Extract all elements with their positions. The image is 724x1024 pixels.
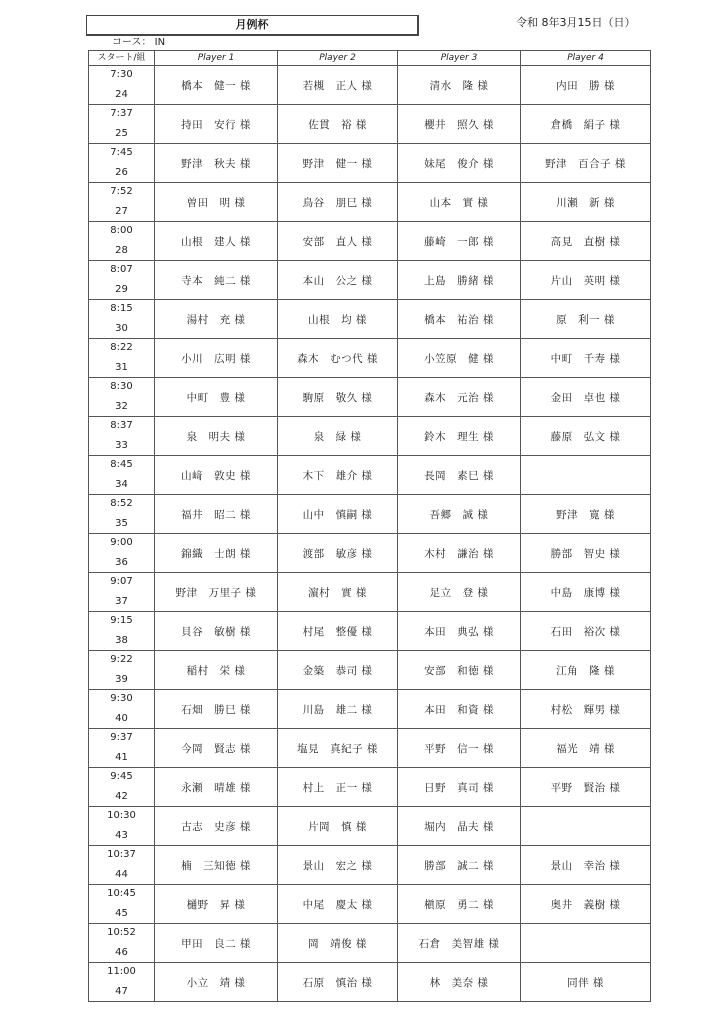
group-number: 35: [115, 518, 128, 529]
start-cell: [89, 144, 155, 183]
player-2-cell: 石原 慎治 様: [278, 963, 398, 1002]
player-3-cell: 山本 實 様: [398, 183, 521, 222]
player-1-cell: 曽田 明 様: [155, 183, 278, 222]
player-2-cell: 安部 直人 様: [278, 222, 398, 261]
start-cell: [89, 768, 155, 807]
player-1-cell: 錦織 士朗 様: [155, 534, 278, 573]
start-cell: [89, 105, 155, 144]
player-1-cell: 古志 史彦 様: [155, 807, 278, 846]
player-2-cell: 渡部 敏彦 様: [278, 534, 398, 573]
group-number: 24: [115, 89, 128, 100]
player-2-cell: 泉 緑 様: [278, 417, 398, 456]
player-1-cell: 楠 三知徳 様: [155, 846, 278, 885]
table-row: [89, 612, 651, 651]
player-3-cell: 藤崎 一郎 様: [398, 222, 521, 261]
group-number: 44: [115, 869, 128, 880]
start-cell: [89, 729, 155, 768]
start-cell: [89, 885, 155, 924]
player-1-cell: 中町 豊 様: [155, 378, 278, 417]
player-1-cell: 今岡 賢志 様: [155, 729, 278, 768]
player-1-cell: 持田 安行 様: [155, 105, 278, 144]
group-number: 29: [115, 284, 128, 295]
player-2-cell: 中尾 慶太 様: [278, 885, 398, 924]
player-4-cell: 勝部 智史 様: [521, 534, 651, 573]
player-4-cell: 中町 千寿 様: [521, 339, 651, 378]
start-cell: [89, 378, 155, 417]
player-4-cell: 内田 勝 様: [521, 66, 651, 105]
player-4-cell: 川瀬 新 様: [521, 183, 651, 222]
player-3-cell: 平野 信一 様: [398, 729, 521, 768]
table-row: [89, 495, 651, 534]
start-time: 9:15: [110, 615, 133, 626]
start-cell: [89, 846, 155, 885]
player-4-cell: 同伴 様: [521, 963, 651, 1002]
player-4-cell: 奥井 義樹 様: [521, 885, 651, 924]
start-time: 9:07: [110, 576, 133, 587]
player-2-cell: 金築 恭司 様: [278, 651, 398, 690]
player-3-cell: 櫻井 照久 様: [398, 105, 521, 144]
table-row: [89, 885, 651, 924]
player-4-cell: [521, 807, 651, 846]
player-2-cell: 村尾 整優 様: [278, 612, 398, 651]
player-4-cell: 野津 寛 様: [521, 495, 651, 534]
player-4-cell: 村松 輝男 様: [521, 690, 651, 729]
player-1-cell: 福井 昭二 様: [155, 495, 278, 534]
player-1-cell: 湯村 充 様: [155, 300, 278, 339]
table-row: [89, 183, 651, 222]
start-time: 9:30: [110, 693, 133, 704]
player-3-cell: 吾郷 誠 様: [398, 495, 521, 534]
player-4-cell: 高見 直樹 様: [521, 222, 651, 261]
player-2-cell: 駒原 敬久 様: [278, 378, 398, 417]
player-3-cell: 足立 登 様: [398, 573, 521, 612]
player-4-cell: [521, 456, 651, 495]
table-row: [89, 144, 651, 183]
group-number: 31: [115, 362, 128, 373]
group-number: 27: [115, 206, 128, 217]
player-1-cell: 野津 万里子 様: [155, 573, 278, 612]
start-cell: [89, 183, 155, 222]
player-4-cell: 福光 靖 様: [521, 729, 651, 768]
table-row: [89, 339, 651, 378]
player-2-cell: 本山 公之 様: [278, 261, 398, 300]
player-1-cell: 山根 建人 様: [155, 222, 278, 261]
start-time: 8:37: [110, 420, 133, 431]
player-2-cell: 岡 靖俊 様: [278, 924, 398, 963]
start-time: 8:07: [110, 264, 133, 275]
start-cell: [89, 651, 155, 690]
player-3-cell: 橋本 祐治 様: [398, 300, 521, 339]
table-row: [89, 651, 651, 690]
column-header-player-2: Player 2: [278, 51, 398, 66]
table-row: [89, 105, 651, 144]
player-4-cell: 景山 幸治 様: [521, 846, 651, 885]
player-1-cell: 稲村 栄 様: [155, 651, 278, 690]
group-number: 45: [115, 908, 128, 919]
table-row: [89, 534, 651, 573]
table-row: [89, 690, 651, 729]
start-cell: [89, 807, 155, 846]
group-number: 25: [115, 128, 128, 139]
player-1-cell: 甲田 良二 様: [155, 924, 278, 963]
player-2-cell: 若槻 正人 様: [278, 66, 398, 105]
table-row: [89, 807, 651, 846]
player-1-cell: 樋野 昇 様: [155, 885, 278, 924]
player-3-cell: 石倉 美智雄 様: [398, 924, 521, 963]
table-row: [89, 729, 651, 768]
player-4-cell: 中島 康博 様: [521, 573, 651, 612]
player-2-cell: 野津 健一 様: [278, 144, 398, 183]
group-number: 40: [115, 713, 128, 724]
start-time: 7:52: [110, 186, 133, 197]
player-2-cell: 片岡 慎 様: [278, 807, 398, 846]
player-1-cell: 石畑 勝巳 様: [155, 690, 278, 729]
column-header-player-4: Player 4: [521, 51, 651, 66]
group-number: 32: [115, 401, 128, 412]
player-2-cell: 山根 均 様: [278, 300, 398, 339]
player-3-cell: 妹尾 俊介 様: [398, 144, 521, 183]
player-2-cell: 佐貫 裕 様: [278, 105, 398, 144]
start-cell: [89, 261, 155, 300]
player-3-cell: 安部 和徳 様: [398, 651, 521, 690]
group-number: 36: [115, 557, 128, 568]
start-time: 8:00: [110, 225, 133, 236]
player-4-cell: 石田 裕次 様: [521, 612, 651, 651]
player-3-cell: 林 美奈 様: [398, 963, 521, 1002]
player-1-cell: 泉 明夫 様: [155, 417, 278, 456]
start-cell: [89, 339, 155, 378]
group-number: 37: [115, 596, 128, 607]
group-number: 42: [115, 791, 128, 802]
start-cell: [89, 417, 155, 456]
group-number: 26: [115, 167, 128, 178]
table-row: [89, 963, 651, 1002]
player-3-cell: 森木 元治 様: [398, 378, 521, 417]
start-time: 7:37: [110, 108, 133, 119]
group-number: 46: [115, 947, 128, 958]
player-3-cell: 木村 謙治 様: [398, 534, 521, 573]
player-4-cell: 江角 隆 様: [521, 651, 651, 690]
table-header-row: [89, 51, 651, 66]
group-number: 28: [115, 245, 128, 256]
start-cell: [89, 612, 155, 651]
player-2-cell: 木下 雄介 様: [278, 456, 398, 495]
start-cell: [89, 573, 155, 612]
table-row: [89, 573, 651, 612]
player-1-cell: 小立 靖 様: [155, 963, 278, 1002]
start-cell: [89, 963, 155, 1002]
player-1-cell: 橋本 健一 様: [155, 66, 278, 105]
player-4-cell: 倉橋 絹子 様: [521, 105, 651, 144]
start-time: 11:00: [107, 966, 136, 977]
player-4-cell: [521, 924, 651, 963]
start-time: 8:52: [110, 498, 133, 509]
table-row: [89, 300, 651, 339]
start-time: 8:45: [110, 459, 133, 470]
start-cell: [89, 690, 155, 729]
tee-time-table: [88, 50, 651, 1002]
player-1-cell: 寺本 純二 様: [155, 261, 278, 300]
player-3-cell: 堀内 晶夫 様: [398, 807, 521, 846]
start-cell: [89, 534, 155, 573]
player-1-cell: 貝谷 敏樹 様: [155, 612, 278, 651]
table-row: [89, 378, 651, 417]
table-row: [89, 222, 651, 261]
start-time: 10:37: [107, 849, 136, 860]
group-number: 43: [115, 830, 128, 841]
player-3-cell: 日野 真司 様: [398, 768, 521, 807]
group-number: 34: [115, 479, 128, 490]
start-time: 9:45: [110, 771, 133, 782]
player-2-cell: 濵村 實 様: [278, 573, 398, 612]
start-cell: [89, 300, 155, 339]
group-number: 47: [115, 986, 128, 997]
player-4-cell: 藤原 弘文 様: [521, 417, 651, 456]
player-3-cell: 槇原 勇二 様: [398, 885, 521, 924]
column-header-player-1: Player 1: [155, 51, 278, 66]
start-cell: [89, 222, 155, 261]
start-time: 9:37: [110, 732, 133, 743]
start-time: 8:30: [110, 381, 133, 392]
player-4-cell: 片山 英明 様: [521, 261, 651, 300]
group-number: 39: [115, 674, 128, 685]
player-1-cell: 小川 広明 様: [155, 339, 278, 378]
player-3-cell: 長岡 素巳 様: [398, 456, 521, 495]
start-cell: [89, 495, 155, 534]
event-date: 令和 8年3月15日（日）: [516, 16, 636, 29]
group-number: 38: [115, 635, 128, 646]
start-time: 10:30: [107, 810, 136, 821]
start-time: 8:15: [110, 303, 133, 314]
player-3-cell: 勝部 誠二 様: [398, 846, 521, 885]
start-time: 10:52: [107, 927, 136, 938]
player-2-cell: 塩見 真紀子 様: [278, 729, 398, 768]
table-row: [89, 924, 651, 963]
group-number: 41: [115, 752, 128, 763]
column-header-start: スタート/組: [89, 51, 155, 66]
table-row: [89, 768, 651, 807]
start-time: 8:22: [110, 342, 133, 353]
player-3-cell: 清水 隆 様: [398, 66, 521, 105]
start-cell: [89, 456, 155, 495]
player-3-cell: 小笠原 健 様: [398, 339, 521, 378]
player-2-cell: 鳥谷 朋巳 様: [278, 183, 398, 222]
start-cell: [89, 66, 155, 105]
table-row: [89, 846, 651, 885]
table-row: [89, 417, 651, 456]
table-row: [89, 456, 651, 495]
player-2-cell: 森木 むつ代 様: [278, 339, 398, 378]
table-row: [89, 261, 651, 300]
player-1-cell: 永瀬 晴雄 様: [155, 768, 278, 807]
player-3-cell: 本田 典弘 様: [398, 612, 521, 651]
course-label: コース： IN: [112, 37, 166, 48]
column-header-player-3: Player 3: [398, 51, 521, 66]
player-4-cell: 原 利一 様: [521, 300, 651, 339]
start-time: 7:30: [110, 69, 133, 80]
start-time: 10:45: [107, 888, 136, 899]
group-number: 30: [115, 323, 128, 334]
player-1-cell: 山﨑 敦史 様: [155, 456, 278, 495]
player-4-cell: 野津 百合子 様: [521, 144, 651, 183]
start-time: 9:00: [110, 537, 133, 548]
player-2-cell: 山中 慎嗣 様: [278, 495, 398, 534]
player-1-cell: 野津 秋夫 様: [155, 144, 278, 183]
player-3-cell: 鈴木 理生 様: [398, 417, 521, 456]
player-3-cell: 上島 勝緒 様: [398, 261, 521, 300]
player-2-cell: 川島 雄二 様: [278, 690, 398, 729]
player-4-cell: 平野 賢治 様: [521, 768, 651, 807]
player-3-cell: 本田 和資 様: [398, 690, 521, 729]
table-row: [89, 66, 651, 105]
document-title: 月例杯: [86, 15, 419, 36]
start-time: 9:22: [110, 654, 133, 665]
player-2-cell: 景山 宏之 様: [278, 846, 398, 885]
player-4-cell: 金田 卓也 様: [521, 378, 651, 417]
start-cell: [89, 924, 155, 963]
start-time: 7:45: [110, 147, 133, 158]
player-2-cell: 村上 正一 様: [278, 768, 398, 807]
group-number: 33: [115, 440, 128, 451]
